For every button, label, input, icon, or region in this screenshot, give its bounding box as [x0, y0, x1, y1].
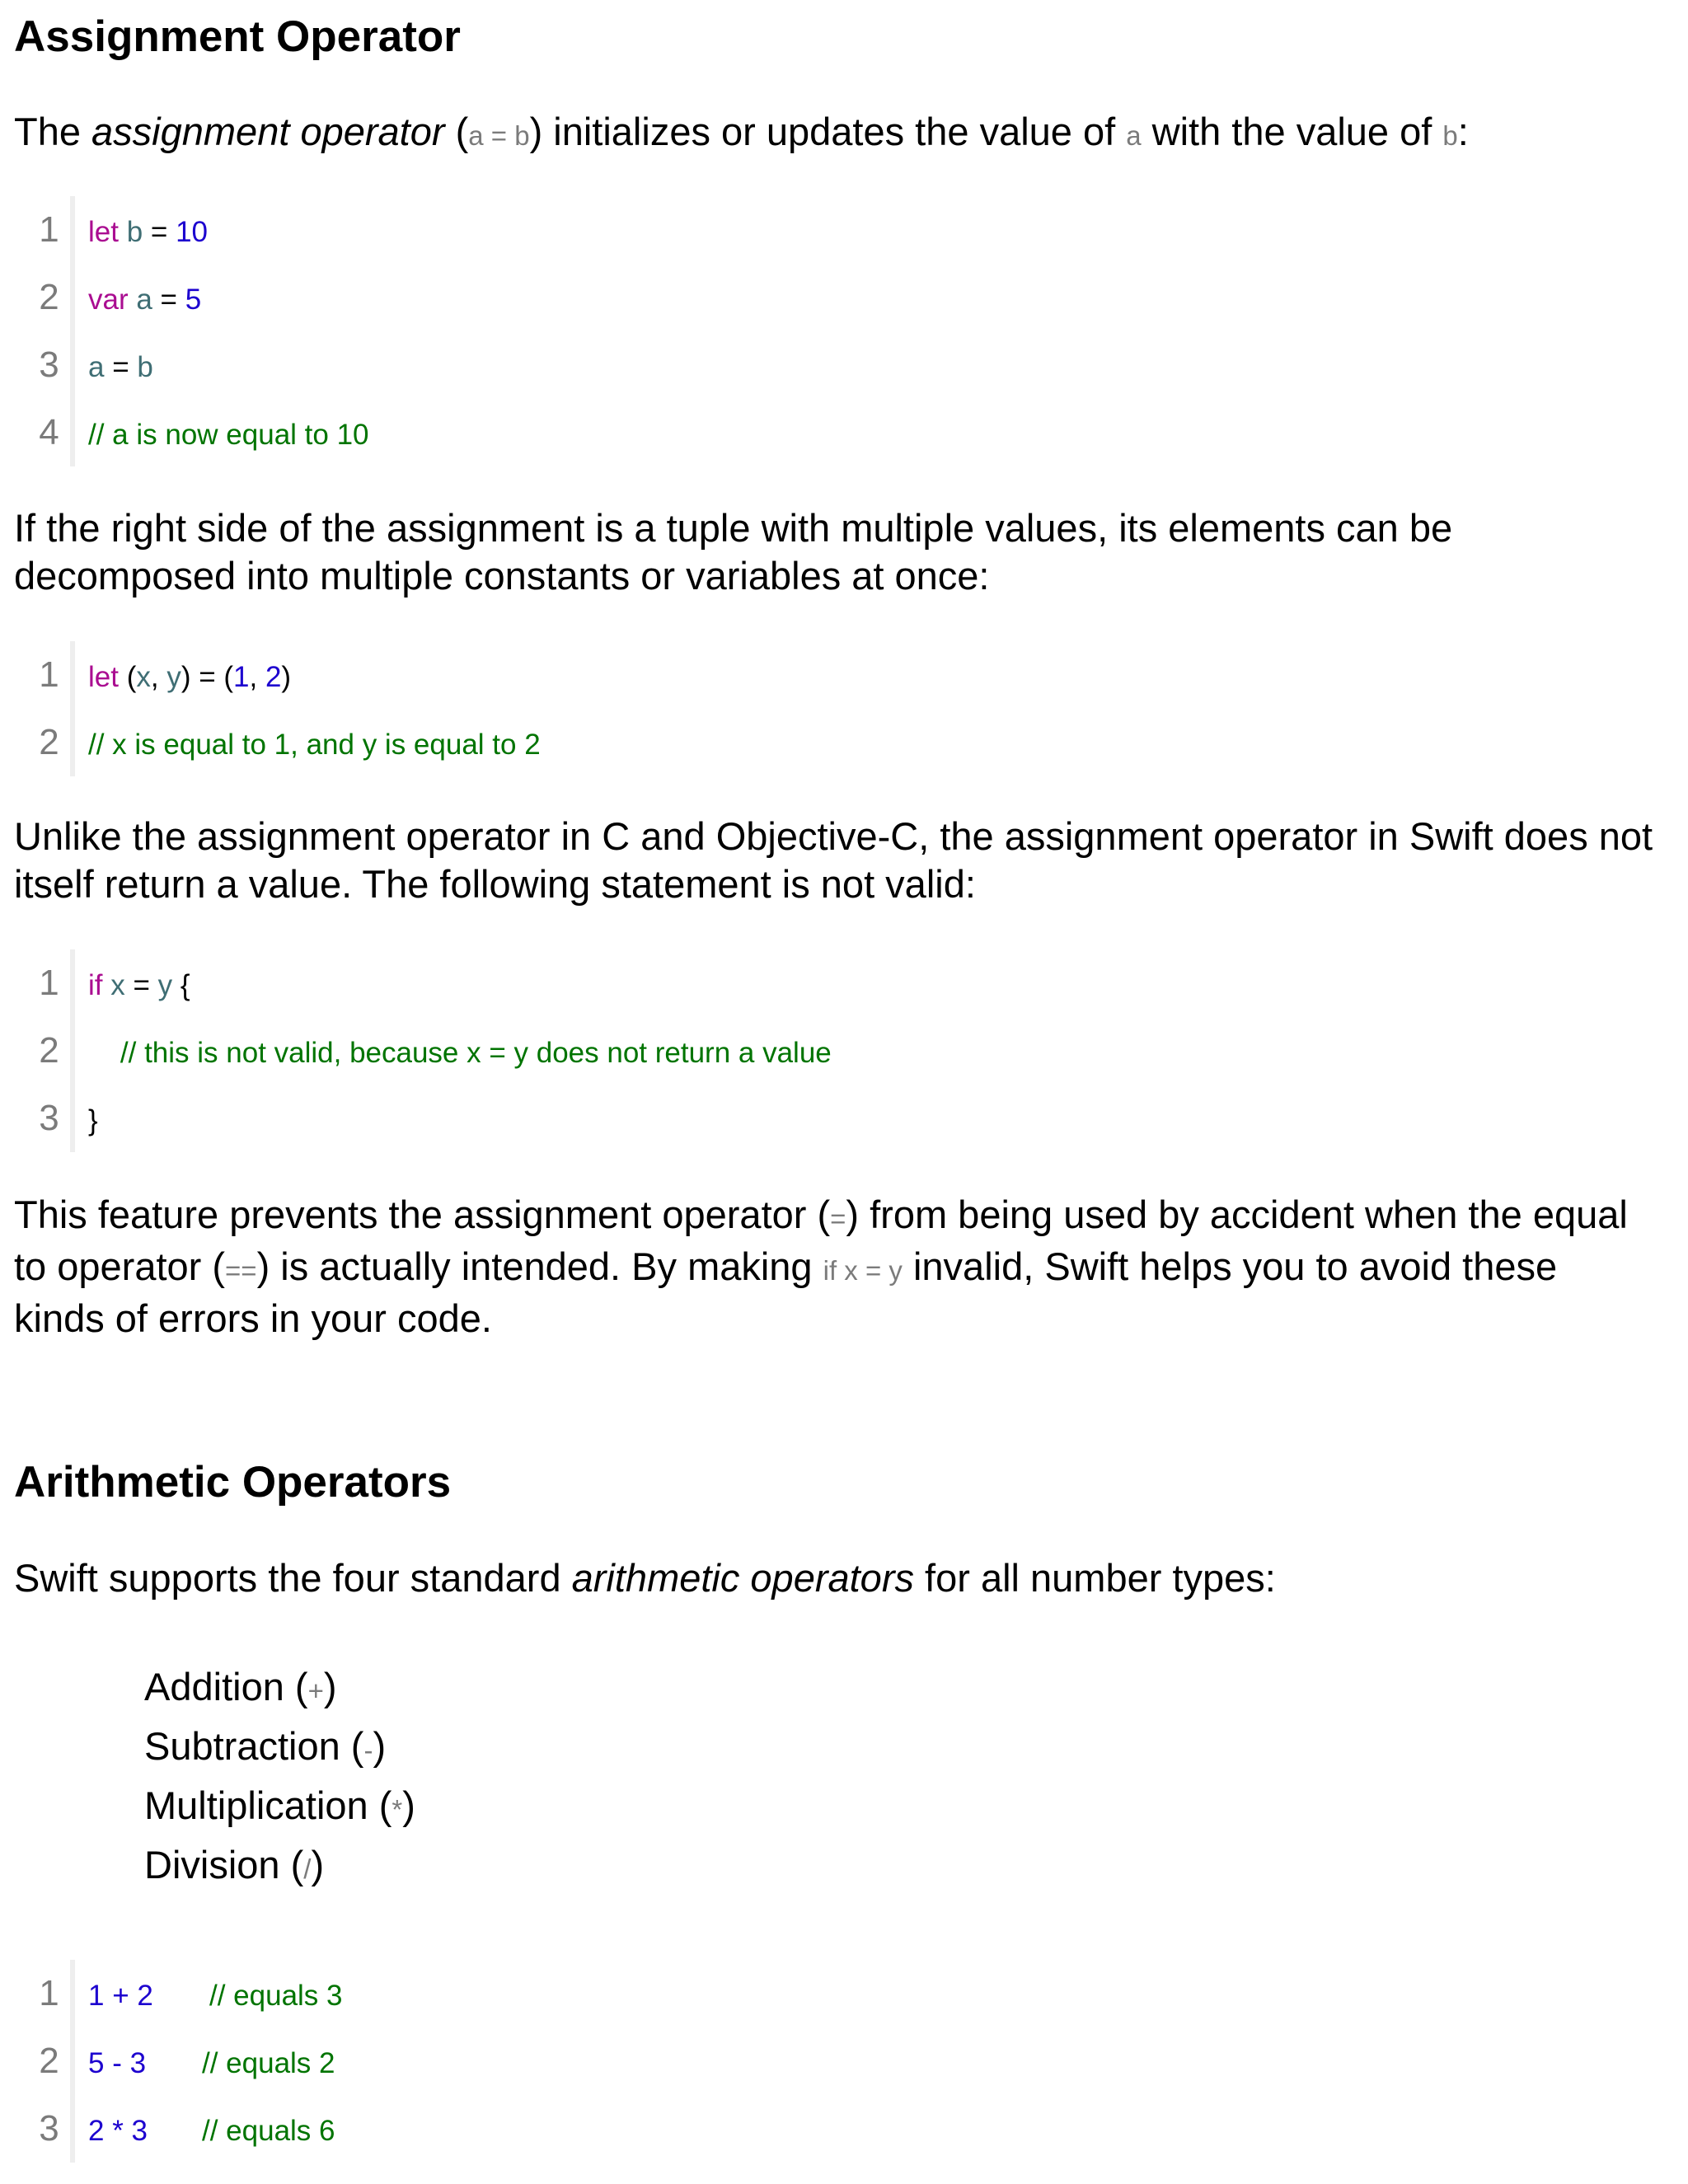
section-title-assignment: Assignment Operator — [14, 12, 461, 61]
list-item: Addition (+) — [144, 1665, 337, 1708]
inline-code: a = b — [468, 120, 530, 151]
line-number: 1 — [39, 654, 59, 695]
line-number: 1 — [39, 963, 59, 1003]
inline-code: * — [392, 1794, 403, 1825]
inline-code: == — [225, 1255, 257, 1286]
line-number: 2 — [39, 2041, 59, 2081]
section-title-arithmetic: Arithmetic Operators — [14, 1458, 452, 1507]
code-comment: // equals 2 — [202, 2047, 335, 2079]
feature-paragraph: This feature prevents the assignment operator (=) from being used by accident when the equal to operator (==) is actually intended. By making if x = y invalid, Swift helps you to avoid these kinds of errors in your code. — [14, 1193, 1628, 1340]
line-number: 3 — [39, 1098, 59, 1138]
assignment-intro: The assignment operator (a = b) initializes or updates the value of a with the value of b: — [14, 110, 1469, 153]
line-number: 4 — [39, 412, 59, 452]
line-number: 1 — [39, 1973, 59, 2013]
inline-code: b — [1442, 120, 1458, 151]
arithmetic-intro: Swift supports the four standard arithmetic operators for all number types: — [14, 1556, 1276, 1600]
line-number: 3 — [39, 2108, 59, 2149]
line-number: 2 — [39, 1030, 59, 1071]
code-comment: // equals 3 — [209, 1980, 343, 2012]
list-item: Multiplication (*) — [144, 1783, 415, 1827]
inline-code: - — [363, 1735, 373, 1765]
no-return-paragraph: Unlike the assignment operator in C and Objective-C, the assignment operator in Swift does not itself return a value. The following statement is not valid: — [14, 814, 1653, 906]
operator-list — [144, 1657, 415, 1895]
code-comment: // a is now equal to 10 — [88, 419, 369, 451]
line-number: 3 — [39, 344, 59, 385]
inline-code: a — [1126, 120, 1142, 151]
inline-code: = — [830, 1203, 846, 1234]
line-number: 2 — [39, 722, 59, 762]
list-item: Subtraction (-) — [144, 1724, 387, 1768]
inline-code: + — [307, 1675, 324, 1706]
tuple-paragraph: If the right side of the assignment is a tuple with multiple values, its elements can be decomposed into multiple constants or variables at once: — [14, 506, 1453, 598]
code-comment: // x is equal to 1, and y is equal to 2 — [88, 729, 541, 761]
inline-code: if x = y — [823, 1255, 903, 1286]
list-item: Division (/) — [144, 1843, 325, 1886]
line-number: 2 — [39, 277, 59, 317]
line-number: 1 — [39, 209, 59, 250]
code-comment: // equals 6 — [202, 2115, 335, 2147]
code-comment: // this is not valid, because x = y does not return a value — [88, 1037, 832, 1069]
inline-code: / — [303, 1854, 312, 1884]
